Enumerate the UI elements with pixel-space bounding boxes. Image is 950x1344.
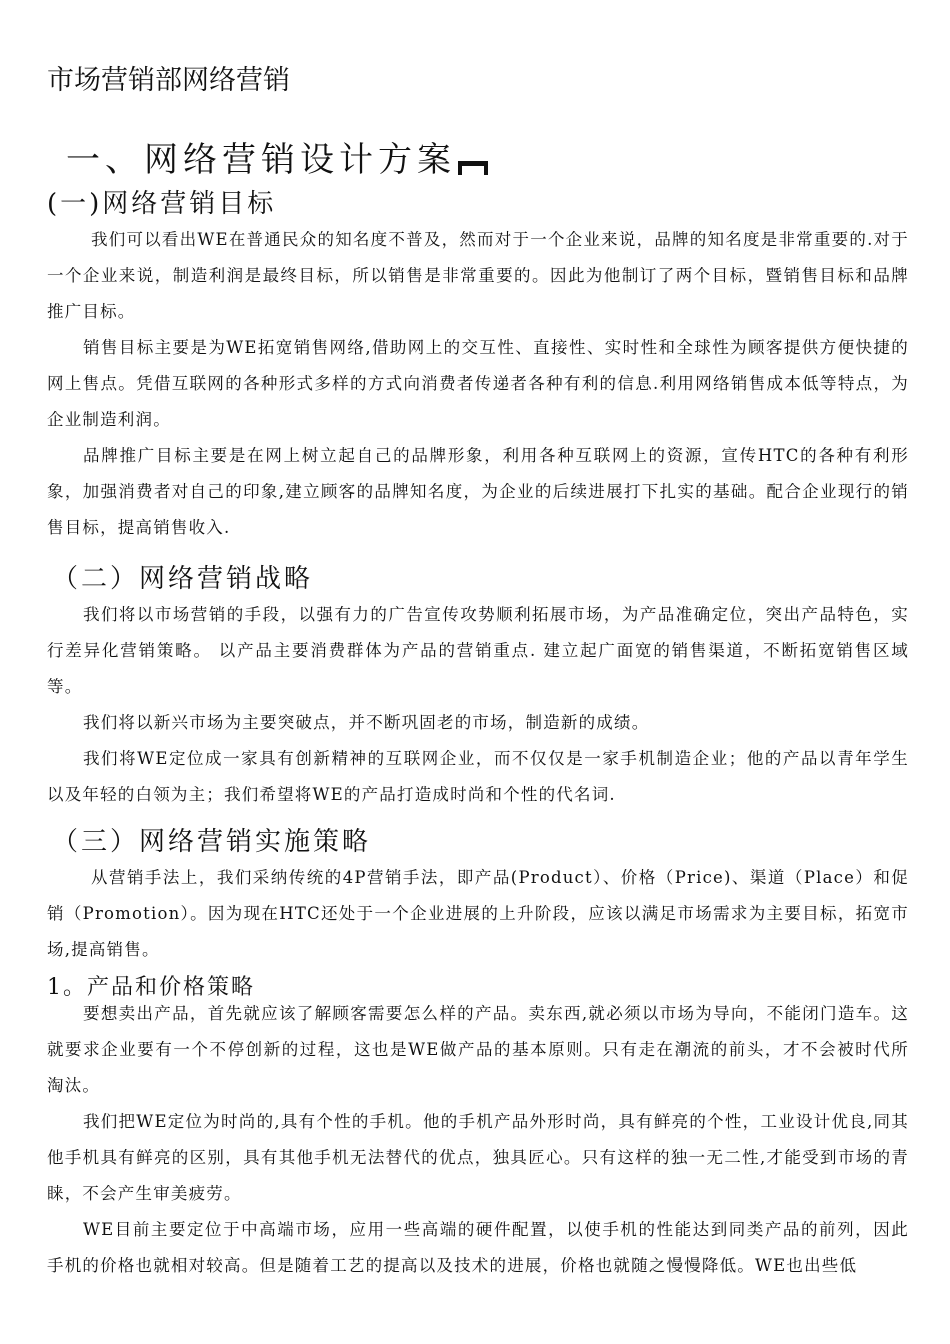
- paragraph: 我们把WE定位为时尚的,具有个性的手机。他的手机产品外形时尚，具有鲜亮的个性，工业设计优良,同其他手机具有鲜亮的区别，具有其他手机无法替代的优点，独具匠心。只有这样的独一无二性,才能受到市场的青睐，不会产生审美疲劳。: [47, 1112, 909, 1203]
- paragraph: 我们将以市场营销的手段，以强有力的广告宣传攻势顺利拓展市场，为产品准确定位，突出产品特色，实行差异化营销策略。 以产品主要消费群体为产品的营销重点. 建立起广面宽的销售渠道，不断拓宽销售区域等。: [47, 605, 909, 696]
- section-heading-main-text: 一、网络营销设计方案: [66, 140, 456, 180]
- paragraph: 我们可以看出WE在普通民众的知名度不普及，然而对于一个企业来说，品牌的知名度是非常重要的.对于一个企业来说，制造利润是最终目标，所以销售是非常重要的。因此为他制订了两个目标，暨销售目标和品牌推广目标。: [47, 230, 909, 321]
- section-heading-goals: (一)网络营销目标: [47, 189, 277, 219]
- section-heading-main: [66, 132, 488, 181]
- section-heading-strategy: （二）网络营销战略: [52, 564, 314, 594]
- paragraph: 从营销手法上，我们采纳传统的4P营销手法，即产品(Product）、价格（Price)、渠道（Place）和促销（Promotion）。因为现在HTC还处于一个企业进展的上升阶段，应该以满足市场需求为主要目标，拓宽市场,提高销售。: [47, 868, 909, 959]
- heading-mark-glyph: [458, 161, 488, 175]
- paragraph: 销售目标主要是为WE拓宽销售网络,借助网上的交互性、直接性、实时性和全球性为顾客提供方便快捷的网上售点。凭借互联网的各种形式多样的方式向消费者传递者各种有利的信息.利用网络销售成本低等特点，为企业制造利润。: [47, 338, 909, 429]
- document-title: 市场营销部网络营销: [47, 65, 290, 96]
- paragraph: 要想卖出产品，首先就应该了解顾客需要怎么样的产品。卖东西,就必须以市场为导向，不能闭门造车。这就要求企业要有一个不停创新的过程，这也是WE做产品的基本原则。只有走在潮流的前头，才不会被时代所淘汰。: [47, 1004, 909, 1095]
- paragraph: WE目前主要定位于中高端市场，应用一些高端的硬件配置，以使手机的性能达到同类产品的前列，因此手机的价格也就相对较高。但是随着工艺的提高以及技术的进展，价格也就随之慢慢降低。WE也出些低: [47, 1220, 909, 1275]
- subsection-heading-product-price: 1。产品和价格策略: [47, 975, 255, 1000]
- section-heading-implementation: （三）网络营销实施策略: [52, 827, 372, 857]
- paragraph: 品牌推广目标主要是在网上树立起自己的品牌形象，利用各种互联网上的资源，宣传HTC的各种有利形象，加强消费者对自己的印象,建立顾客的品牌知名度，为企业的后续进展打下扎实的基础。配合企业现行的销售目标，提高销售收入.: [47, 446, 909, 537]
- paragraph: 我们将以新兴市场为主要突破点，并不断巩固老的市场，制造新的成绩。: [83, 713, 650, 732]
- paragraph: 我们将WE定位成一家具有创新精神的互联网企业，而不仅仅是一家手机制造企业；他的产品以青年学生以及年轻的白领为主；我们希望将WE的产品打造成时尚和个性的代名词.: [47, 749, 909, 804]
